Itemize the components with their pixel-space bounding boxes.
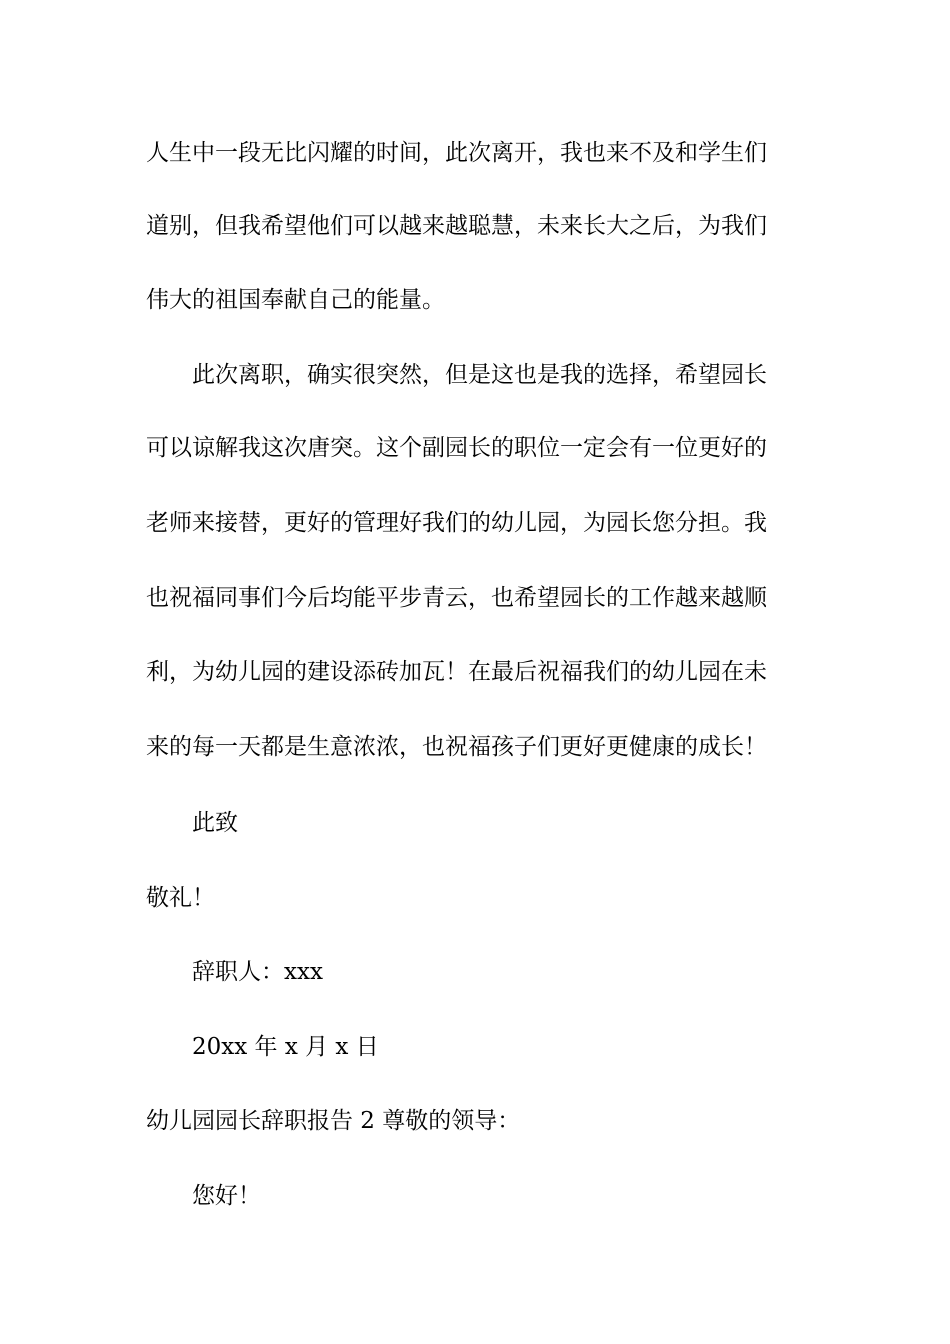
body-line-2: 道别，但我希望他们可以越来越聪慧，未来长大之后，为我们 xyxy=(146,213,767,239)
body-line-4: 此次离职，确实很突然，但是这也是我的选择，希望园长 xyxy=(192,362,767,388)
body-line-3: 伟大的祖国奉献自己的能量。 xyxy=(146,287,445,313)
body-line-5: 可以谅解我这次唐突。这个副园长的职位一定会有一位更好的 xyxy=(146,435,767,461)
body-line-7: 也祝福同事们今后均能平步青云，也希望园长的工作越来越顺 xyxy=(146,585,767,611)
body-line-9: 来的每一天都是生意浓浓，也祝福孩子们更好更健康的成长！ xyxy=(146,734,767,760)
section-heading: 幼儿园园长辞职报告 2 尊敬的领导： xyxy=(146,1108,521,1134)
date-line: 20xx 年 x 月 x 日 xyxy=(192,1034,379,1060)
closing-regards: 敬礼！ xyxy=(146,885,215,911)
signature-line: 辞职人：xxx xyxy=(192,959,323,985)
closing-salutation: 此致 xyxy=(192,810,238,836)
greeting-line: 您好！ xyxy=(192,1183,261,1209)
body-line-8: 利，为幼儿园的建设添砖加瓦！在最后祝福我们的幼儿园在未 xyxy=(146,659,767,685)
body-line-1: 人生中一段无比闪耀的时间，此次离开，我也来不及和学生们 xyxy=(146,140,767,166)
body-line-6: 老师来接替，更好的管理好我们的幼儿园，为园长您分担。我 xyxy=(146,510,767,536)
